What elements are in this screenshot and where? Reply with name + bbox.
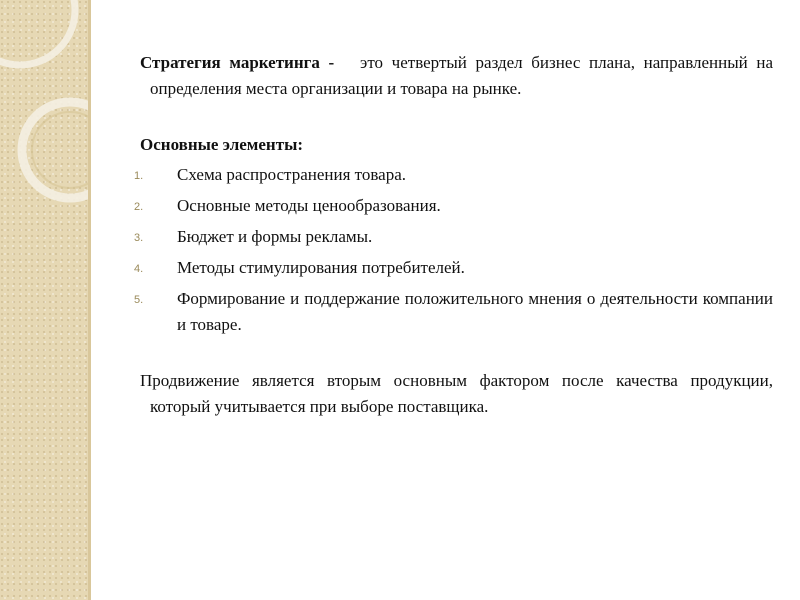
list-item-text: Основные методы ценообразования. xyxy=(177,196,441,215)
list-item-number: 5. xyxy=(134,294,144,306)
list-item-number: 2. xyxy=(134,201,144,213)
list-item xyxy=(134,193,773,219)
intro-paragraph xyxy=(140,50,773,102)
list-item xyxy=(134,255,773,281)
list-item-text: Методы стимулирования потребителей. xyxy=(177,258,465,277)
slide-content xyxy=(134,50,774,420)
list-item-number: 3. xyxy=(134,232,144,244)
decorative-side-panel xyxy=(0,0,88,600)
side-panel-edge xyxy=(88,0,91,600)
elements-heading: Основные элементы: xyxy=(140,135,304,154)
list-item xyxy=(134,162,773,188)
list-item-text: Формирование и поддержание положительного мнения о деятельности компании и товаре. xyxy=(177,289,773,334)
list-item-number: 1. xyxy=(134,170,144,182)
intro-definition: это четвертый раздел бизнес плана, направленный на определения места организации и товара на рынке. xyxy=(150,53,774,98)
closing-paragraph: Продвижение является вторым основным фактором после качества продукции, который учитывается при выборе поставщика. xyxy=(140,371,773,416)
list-item-text: Бюджет и формы рекламы. xyxy=(177,227,373,246)
list-item xyxy=(134,224,773,250)
list-item-text: Схема распространения товара. xyxy=(177,165,406,184)
elements-list xyxy=(134,162,773,338)
list-item xyxy=(134,286,773,338)
list-item-number: 4. xyxy=(134,263,144,275)
decorative-rings-icon xyxy=(0,0,88,600)
intro-term: Стратегия маркетинга - xyxy=(140,53,335,72)
